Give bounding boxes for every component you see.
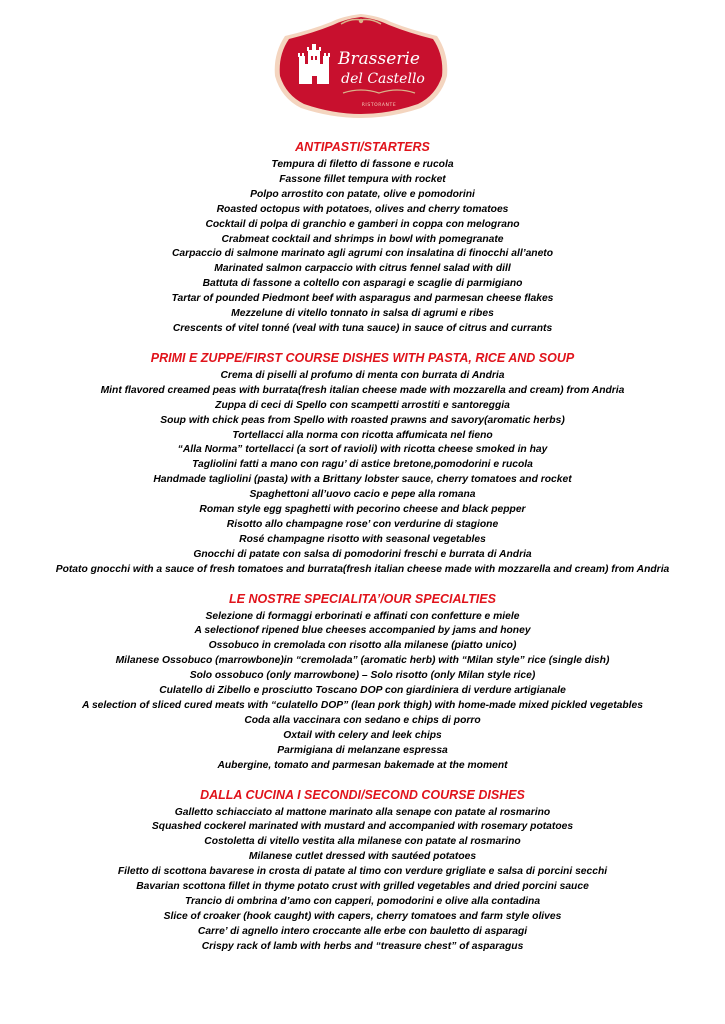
menu-item: Zuppa di ceci di Spello con scampetti arrostiti e santoreggia — [215, 399, 510, 411]
menu-item: Ossobuco in cremolada con risotto alla milanese (piatto unico) — [208, 640, 517, 652]
menu-item: Costoletta di vitello vestita alla milanese con patate al rosmarino — [204, 836, 521, 848]
menu-item: Culatello di Zibello e prosciutto Toscano DOP con giardiniera di verdure artigianale — [159, 685, 566, 697]
menu-item: Mint flavored creamed peas with burrata(fresh italian cheese made with mozzarella and cream) from Andria — [100, 384, 625, 396]
menu-item: Oxtail with celery and leek chips — [283, 729, 442, 741]
section-secondi — [0, 788, 725, 955]
menu-item: Selezione di formaggi erborinati e affinati con confetture e miele — [205, 610, 520, 622]
menu-item: Polpo arrostito con patate, olive e pomodorini — [250, 188, 475, 200]
svg-text:RISTORANTE: RISTORANTE — [361, 103, 397, 108]
section-title: DALLA CUCINA I SECONDI/SECOND COURSE DISHES — [200, 787, 525, 802]
menu-item: Tagliolini fatti a mano con ragu’ di astice bretone,pomodorini e rucola — [192, 459, 533, 471]
menu-item: Cocktail di polpa di granchio e gamberi in coppa con melograno — [205, 218, 520, 230]
menu-item: A selection of sliced cured meats with “culatello DOP” (lean pork thigh) with home-made mixed pickled vegetables — [82, 700, 643, 711]
section-title: PRIMI E ZUPPE/FIRST COURSE DISHES WITH PASTA, RICE AND SOUP — [150, 350, 575, 365]
menu-item: Aubergine, tomato and parmesan bakemade at the moment — [217, 759, 508, 771]
menu-item: Mezzelune di vitello tonnato in salsa di agrumi e ribes — [231, 308, 494, 320]
menu-item: Crabmeat cocktail and shrimps in bowl with pomegranate — [221, 233, 504, 245]
menu-item: Bavarian scottona fillet in thyme potato crust with grilled vegetables and dried porcini sauce — [136, 881, 589, 893]
menu-item: Battuta di fassone a coltello con asparagi e scaglie di parmigiano — [202, 278, 523, 290]
menu-item: Gnocchi di patate con salsa di pomodorini freschi e burrata di Andria — [193, 548, 532, 560]
menu-item: Squashed cockerel marinated with mustard and accompanied with rosemary potatoes — [151, 821, 574, 833]
menu-item: Fassone fillet tempura with rocket — [279, 173, 446, 185]
menu-item: Tempura di filetto di fassone e rucola — [271, 159, 454, 170]
menu-item: Carre’ di agnello intero croccante alle erbe con bauletto di asparagi — [197, 925, 528, 937]
menu-item: A selectionof ripened blue cheeses accompanied by jams and honey — [194, 625, 531, 637]
menu-item: Coda alla vaccinara con sedano e chips di porro — [244, 714, 481, 726]
menu-item: “Alla Norma” tortellacci (a sort of ravioli) with ricotta cheese smoked in hay — [177, 444, 548, 456]
menu-item: Solo ossobuco (only marrowbone) – Solo risotto (only Milan style rice) — [189, 670, 536, 682]
menu-item: Milanese cutlet dressed with sautéed potatoes — [248, 851, 477, 863]
menu-item: Roman style egg spaghetti with pecorino cheese and black pepper — [199, 504, 526, 516]
menu-item: Slice of croaker (hook caught) with capers, cherry tomatoes and farm style olives — [163, 910, 562, 922]
menu-item: Potato gnocchi with a sauce of fresh tomatoes and burrata(fresh italian cheese made with mozzarella and cream) from Andria — [55, 563, 670, 575]
menu-item: Crescents of vitel tonné (veal with tuna sauce) in sauce of citrus and currants — [172, 322, 553, 334]
section-antipasti — [0, 140, 725, 337]
menu-item: Soup with chick peas from Spello with roasted prawns and savory(aromatic herbs) — [160, 414, 565, 426]
menu-item: Trancio di ombrina d’amo con capperi, pomodorini e olive alla contadina — [184, 895, 541, 907]
section-specialties — [0, 592, 725, 774]
menu-item: Marinated salmon carpaccio with citrus fennel salad with dill — [214, 263, 511, 275]
menu-item: Parmigiana di melanzane espressa — [277, 744, 448, 756]
section-title: ANTIPASTI/STARTERS — [295, 140, 430, 154]
menu-item: Crema di piselli al profumo di menta con burrata di Andria — [220, 369, 505, 381]
menu-item: Risotto allo champagne rose’ con verdurine di stagione — [226, 518, 499, 530]
menu-item: Roasted octopus with potatoes, olives and cherry tomatoes — [216, 203, 509, 215]
menu-content — [0, 140, 725, 969]
menu-item: Milanese Ossobuco (marrowbone)in “cremolada” (aromatic herb) with “Milan style” rice (single dish) — [115, 655, 610, 667]
section-primi — [0, 351, 725, 578]
menu-item: Galletto schiacciato al mattone marinato alla senape con patate al rosmarino — [174, 806, 551, 818]
restaurant-logo — [271, 14, 451, 118]
menu-item: Filetto di scottona bavarese in crosta di patate al timo con verdure grigliate e salsa di porcini secchi — [117, 866, 608, 878]
logo-shield — [271, 14, 451, 118]
menu-item: Spaghettoni all’uovo cacio e pepe alla romana — [249, 489, 476, 501]
menu-item: Rosé champagne risotto with seasonal vegetables — [239, 533, 486, 545]
menu-item: Crispy rack of lamb with herbs and “treasure chest” of asparagus — [201, 940, 524, 952]
menu-item: Tortellacci alla norma con ricotta affumicata nel fieno — [232, 429, 493, 441]
svg-text:del Castello: del Castello — [341, 71, 425, 87]
section-title: LE NOSTRE SPECIALITA’/OUR SPECIALTIES — [229, 591, 496, 606]
menu-item: Tartar of pounded Piedmont beef with asparagus and parmesan cheese flakes — [171, 293, 554, 305]
menu-item: Carpaccio di salmone marinato agli agrumi con insalatina di finocchi all’aneto — [171, 248, 554, 260]
menu-item: Handmade tagliolini (pasta) with a Brittany lobster sauce, cherry tomatoes and rocket — [153, 474, 572, 486]
svg-text:Brasserie: Brasserie — [338, 49, 420, 69]
